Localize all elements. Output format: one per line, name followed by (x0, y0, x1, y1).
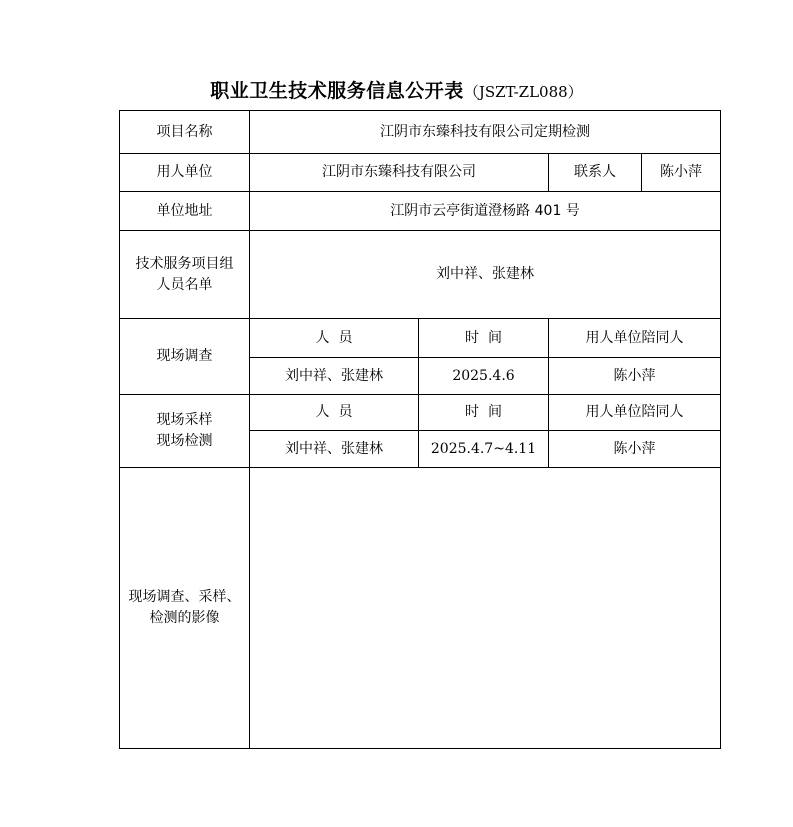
row-address (120, 192, 721, 231)
project-name-value: 江阴市东臻科技有限公司定期检测 (250, 111, 721, 154)
images-label (120, 468, 250, 749)
sampling-label-line1: 现场采样 (156, 412, 213, 428)
project-name-label: 项目名称 (120, 111, 250, 154)
images-area (250, 468, 721, 749)
images-label-line1: 现场调查、采样、 (128, 589, 241, 605)
address-value: 江阴市云亭街道澄杨路 401 号 (250, 192, 721, 231)
address-label: 单位地址 (120, 192, 250, 231)
survey-label: 现场调查 (120, 319, 250, 395)
images-label-line2: 检测的影像 (149, 610, 220, 626)
row-images (120, 468, 721, 749)
team-label-line2: 人员名单 (156, 276, 213, 293)
contact-value: 陈小萍 (642, 154, 721, 192)
survey-persons: 刘中祥、张建林 (250, 358, 419, 395)
survey-persons-header: 人 员 (250, 319, 419, 358)
sampling-label-line2: 现场检测 (156, 433, 213, 449)
team-label (120, 231, 250, 319)
survey-companion: 陈小萍 (549, 358, 721, 395)
sampling-companion: 陈小萍 (549, 431, 721, 468)
employer-value: 江阴市东臻科技有限公司 (250, 154, 549, 192)
title-main: 职业卫生技术服务信息公开表 (210, 80, 464, 102)
disclosure-table (119, 110, 721, 749)
sampling-companion-header: 用人单位陪同人 (549, 395, 721, 431)
row-survey-header (120, 319, 721, 358)
row-project-name (120, 111, 721, 154)
contact-label: 联系人 (549, 154, 642, 192)
survey-time: 2025.4.6 (419, 358, 549, 395)
row-sampling-header (120, 395, 721, 431)
row-team (120, 231, 721, 319)
row-employer (120, 154, 721, 192)
title-code: （JSZT-ZL088） (463, 83, 583, 101)
sampling-label (120, 395, 250, 468)
sampling-time-header: 时 间 (419, 395, 549, 431)
sampling-time: 2025.4.7~4.11 (419, 431, 549, 468)
team-label-line1: 技术服务项目组 (135, 255, 234, 272)
team-value: 刘中祥、张建林 (250, 231, 721, 319)
sampling-persons-header: 人 员 (250, 395, 419, 431)
survey-companion-header: 用人单位陪同人 (549, 319, 721, 358)
page-title (0, 76, 793, 103)
employer-label: 用人单位 (120, 154, 250, 192)
survey-time-header: 时 间 (419, 319, 549, 358)
sampling-persons: 刘中祥、张建林 (250, 431, 419, 468)
